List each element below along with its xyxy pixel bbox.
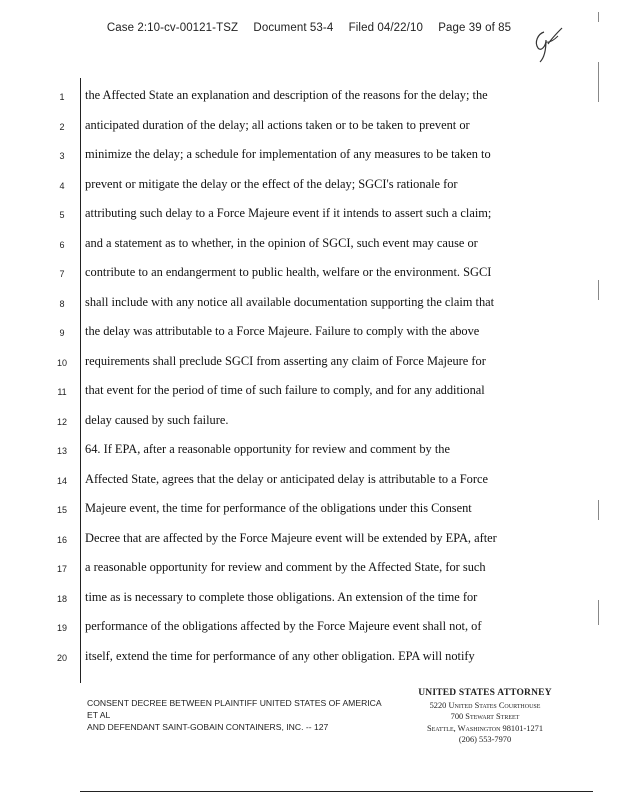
footer-caption	[87, 697, 387, 733]
line-number: 6	[59, 239, 65, 250]
pleading-line	[0, 499, 600, 519]
line-number: 14	[56, 475, 67, 486]
line-text: minimize the delay; a schedule for implementation of any measures to be taken to	[85, 147, 491, 161]
pleading-line	[0, 411, 600, 431]
pleading-line	[0, 234, 600, 254]
pleading-line	[0, 470, 600, 490]
pleading-line	[0, 617, 600, 637]
pleading-line	[0, 352, 600, 372]
line-number: 1	[59, 92, 65, 102]
scan-speck	[598, 600, 599, 625]
filed-date: Filed 04/22/10	[348, 22, 423, 34]
line-text: the Affected State an explanation and description of the reasons for the delay; the	[85, 88, 488, 102]
line-number: 15	[56, 505, 67, 515]
line-number: 20	[56, 652, 67, 663]
pleading-line	[0, 116, 600, 136]
line-text: prevent or mitigate the delay or the effect of the delay; SGCI's rationale for	[85, 176, 458, 191]
line-number: 10	[56, 357, 67, 368]
line-number: 8	[59, 298, 65, 309]
phone-number: (206) 553-7970	[458, 735, 512, 744]
scan-speck	[598, 500, 599, 520]
bottom-rule	[80, 791, 593, 792]
line-text: that event for the period of time of such failure to comply, and for any additional	[85, 383, 485, 397]
line-number: 3	[59, 151, 65, 161]
line-number: 13	[56, 446, 67, 456]
footer-caption-line-1: CONSENT DECREE BETWEEN PLAINTIFF UNITED STATES OF AMERICA ET AL	[87, 698, 382, 720]
pleading-line	[0, 145, 600, 165]
pleading-line	[0, 204, 600, 224]
line-number: 19	[56, 623, 67, 633]
line-number: 17	[56, 564, 67, 574]
pleading-line	[0, 293, 600, 313]
line-number: 2	[59, 121, 65, 132]
pleading-line	[0, 322, 600, 342]
scan-speck	[598, 280, 599, 300]
pleading-line	[0, 647, 600, 667]
line-number: 11	[57, 387, 67, 397]
address-line-1: 5220 United States Courthouse	[429, 700, 541, 710]
scan-speck	[598, 62, 599, 102]
line-text: Affected State, agrees that the delay or anticipated delay is attributable to a Force	[85, 471, 488, 486]
line-text: the delay was attributable to a Force Majeure. Failure to comply with the above	[85, 324, 480, 338]
pleading-line	[0, 381, 600, 401]
case-header	[0, 22, 618, 34]
line-text: Decree that are affected by the Force Majeure event will be extended by EPA, after	[85, 530, 497, 545]
pleading-line	[0, 175, 600, 195]
case-number: Case 2:10-cv-00121-TSZ	[106, 22, 239, 34]
line-number: 4	[59, 180, 65, 191]
line-text: time as is necessary to complete those obligations. An extension of the time for	[85, 589, 478, 604]
attorney-office: UNITED STATES ATTORNEY	[418, 688, 552, 698]
line-number: 16	[56, 534, 67, 545]
line-text: requirements shall preclude SGCI from asserting any claim of Force Majeure for	[85, 353, 486, 368]
line-number: 9	[59, 328, 65, 338]
pleading-line	[0, 558, 600, 578]
line-text: itself, extend the time for performance of any other obligation. EPA will notify	[85, 648, 475, 663]
pleading-line	[0, 440, 600, 460]
scan-speck	[598, 12, 599, 22]
pleading-line	[0, 529, 600, 549]
page-number: Page 39 of 85	[438, 22, 512, 34]
line-text: anticipated duration of the delay; all actions taken or to be taken to prevent or	[85, 117, 470, 132]
address-line-2: 700 Stewart Street	[450, 712, 520, 721]
pleading-line	[0, 86, 600, 106]
line-number: 5	[59, 210, 65, 220]
line-text: contribute to an endangerment to public health, welfare or the environment. SGCI	[85, 265, 492, 279]
line-text: 64. If EPA, after a reasonable opportunity for review and comment by the	[85, 442, 450, 456]
line-text: and a statement as to whether, in the opinion of SGCI, such event may cause or	[85, 235, 478, 250]
line-text: Majeure event, the time for performance of the obligations under this Consent	[85, 501, 472, 515]
line-number: 12	[56, 416, 67, 427]
line-number: 7	[59, 269, 65, 279]
pleading-line	[0, 263, 600, 283]
line-text: attributing such delay to a Force Majeure event if it intends to assert such a claim;	[85, 206, 492, 220]
address-line-3: Seattle, Washington 98101-1271	[426, 723, 544, 733]
line-text: shall include with any notice all available documentation supporting the claim that	[85, 294, 495, 309]
line-text: delay caused by such failure.	[85, 412, 229, 427]
line-number: 18	[56, 593, 67, 604]
handwritten-initials-icon	[528, 24, 568, 64]
document-number: Document 53-4	[253, 22, 334, 34]
footer-caption-line-2: AND DEFENDANT SAINT-GOBAIN CONTAINERS, INC. -- 127	[87, 722, 329, 732]
line-text: performance of the obligations affected by the Force Majeure event shall not, of	[85, 619, 482, 633]
line-text: a reasonable opportunity for review and comment by the Affected State, for such	[85, 560, 486, 574]
attorney-address-block	[400, 688, 570, 746]
pleading-line	[0, 588, 600, 608]
